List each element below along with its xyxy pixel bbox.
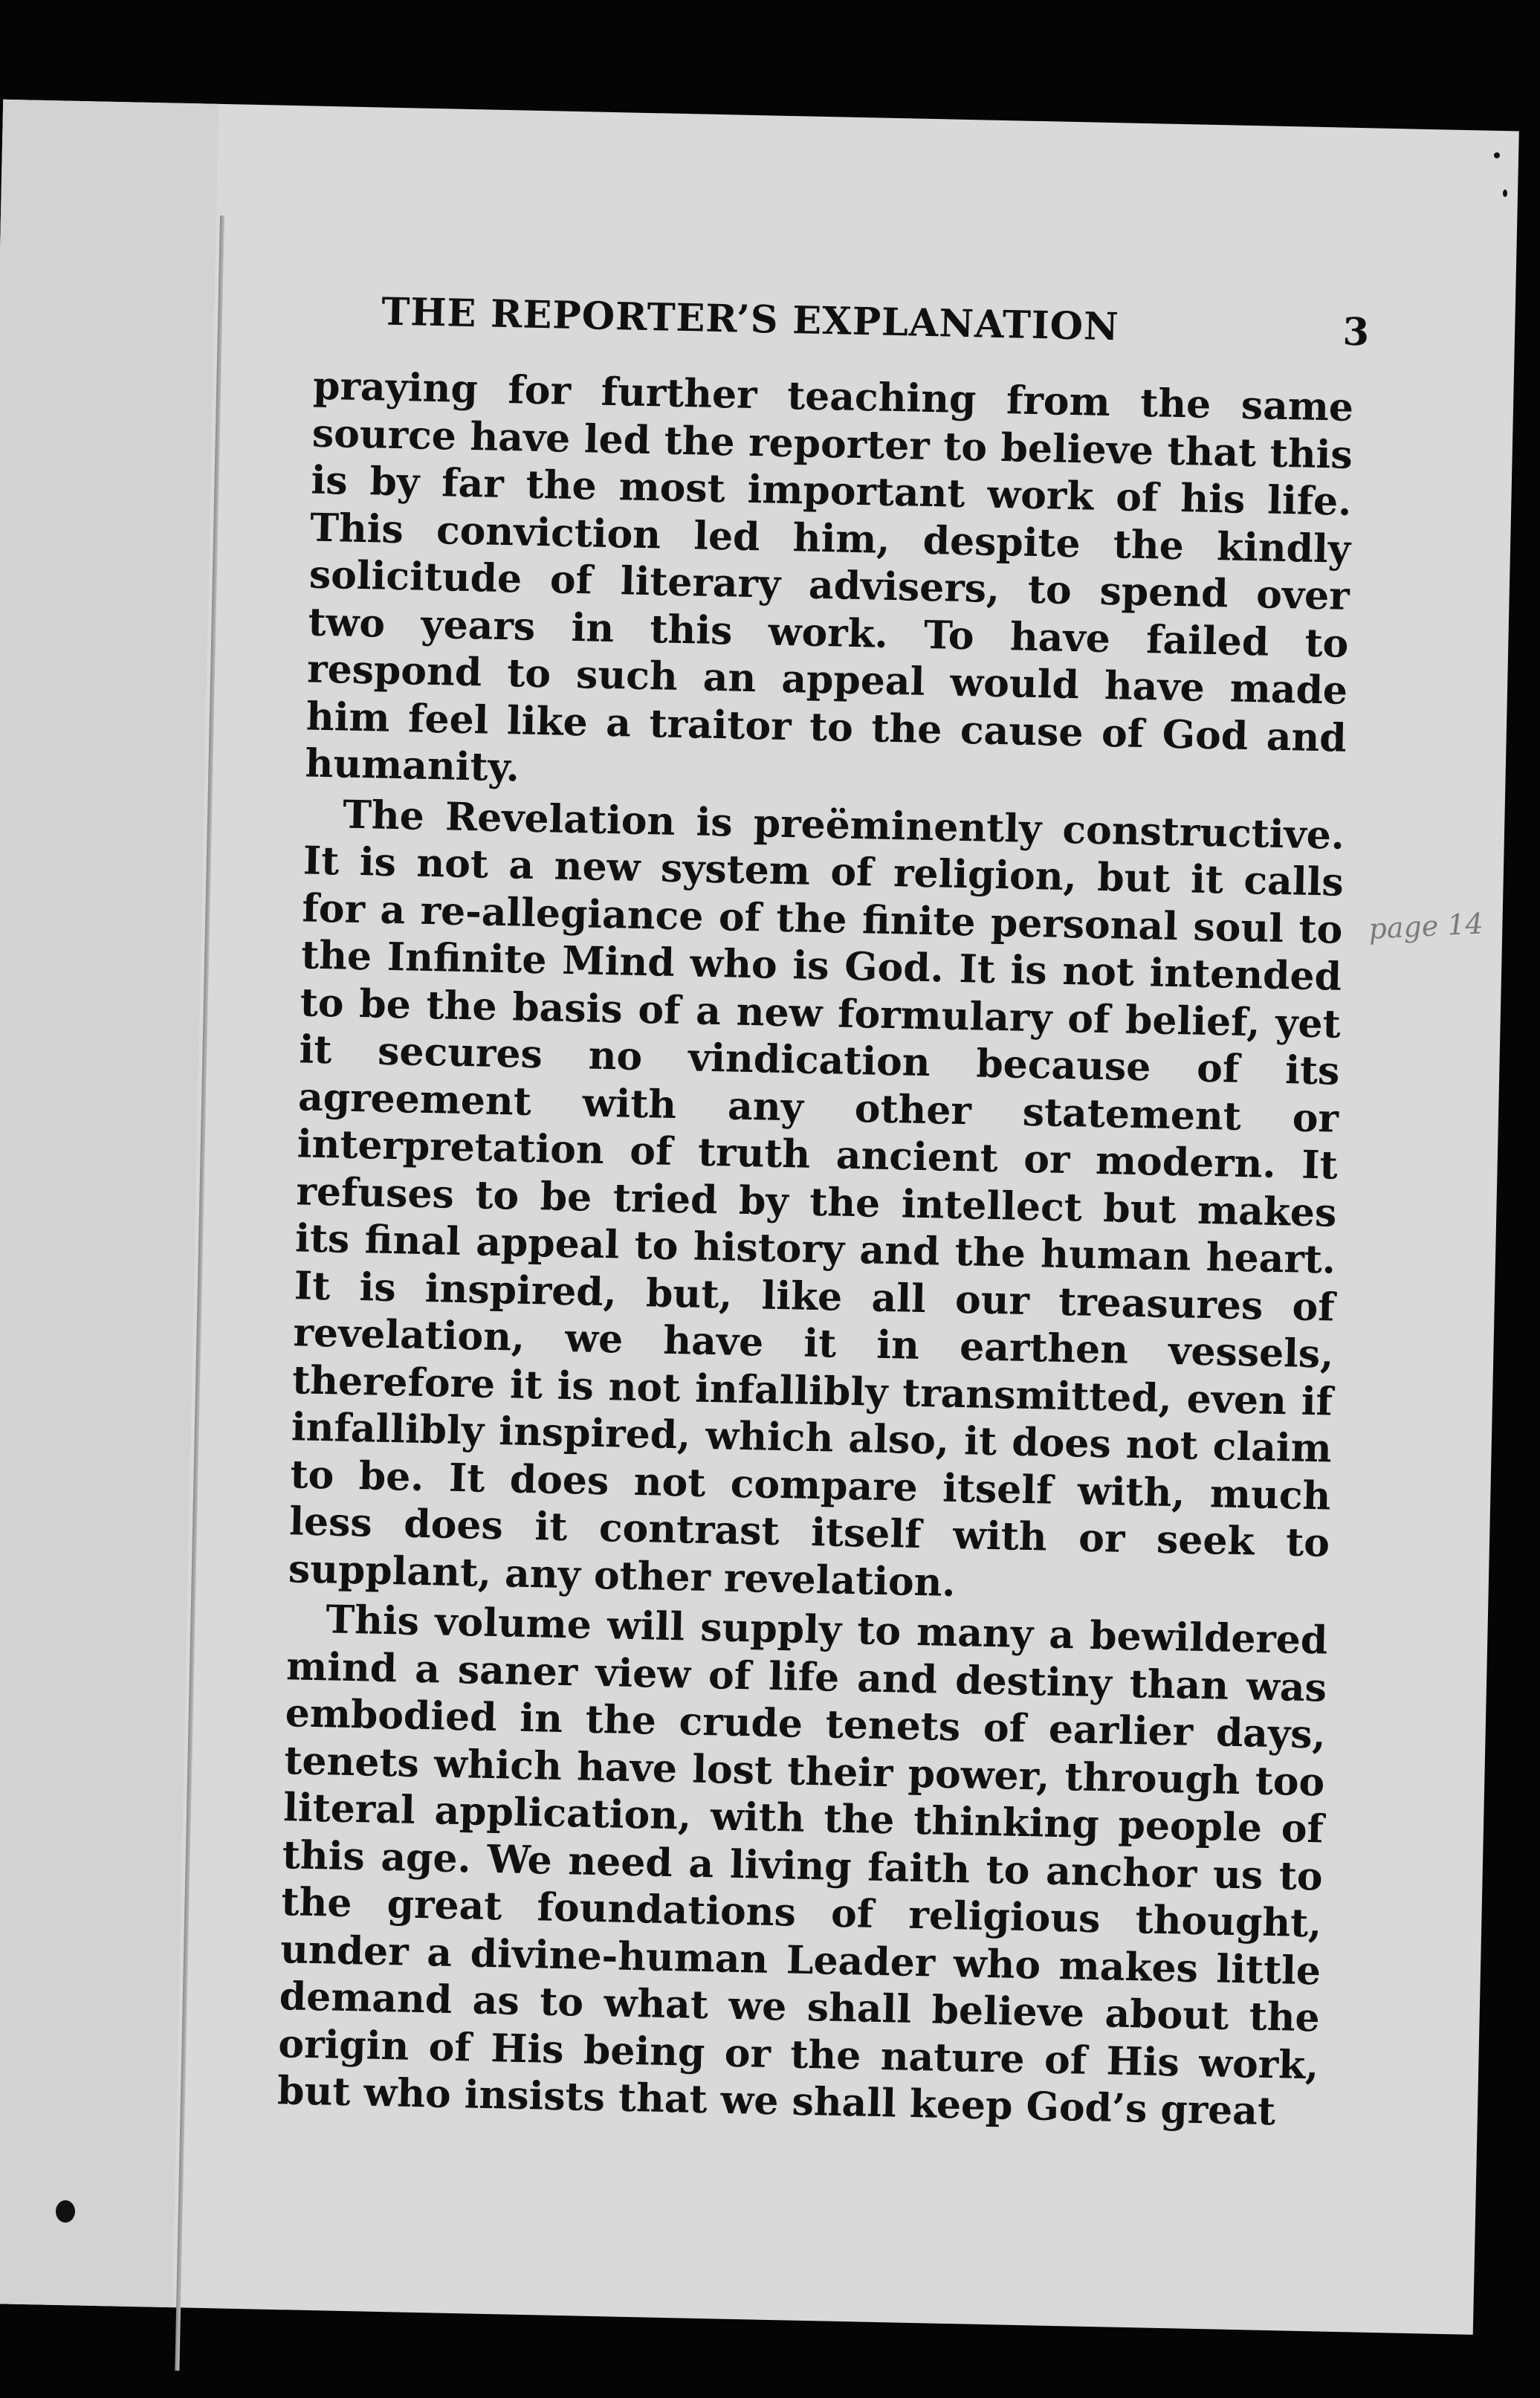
paragraph-3: This volume will supply to many a bewildered mind a saner view of life and destiny than was embodied in the crude tenets of earlier days, tenets which have lost their power, through too literal application, with the thinking people of this age. We need a living faith to anchor us to the great foundations of religious thought, under a divine-human Leader who makes little demand as to what we shall believe about the origin of His being or the nature of His work, but who insists that we shall keep God’s great [276, 1597, 1328, 2135]
page-number: 3 [1342, 309, 1371, 355]
paragraph-1: praying for further teaching from the same source have led the reporter to believe that this is by far the most important work of his life. This conviction led him, despite the kindly solicitude of literary advisers, to spend over two years in this work. To have failed to respond to such an appeal would have made him feel like a traitor to the cause of God and humanity. [304, 363, 1354, 791]
scan-speck [1503, 190, 1507, 197]
handwritten-margin-note: page 14 [1368, 907, 1484, 946]
scan-speck [56, 2200, 75, 2223]
running-head [381, 289, 1371, 355]
body-text [277, 363, 1354, 2136]
paragraph-2: The Revelation is preëminently constructive. It is not a new system of religion, but it calls for a re-allegiance of the finite personal soul to the Infinite Mind who is God. It is not intended to be the basis of a new formulary of belief, yet it secures no vindication because of its agreement with any other statement or interpretation of truth ancient or modern. It refuses to be tried by the intellect but makes its final appeal to history and the human heart. It is inspired, but, like all our treasures of revelation, we have it in earthen vessels, therefore it is not infallibly transmitted, even if infallibly inspired, which also, it does not claim to be. It does not compare itself with, much less does it contrast itself with or seek to supplant, any other revelation. [288, 792, 1345, 1606]
running-head-title: THE REPORTER’S EXPLANATION [381, 289, 1120, 350]
book-page [0, 100, 1519, 2335]
scan-speck [1494, 152, 1500, 158]
